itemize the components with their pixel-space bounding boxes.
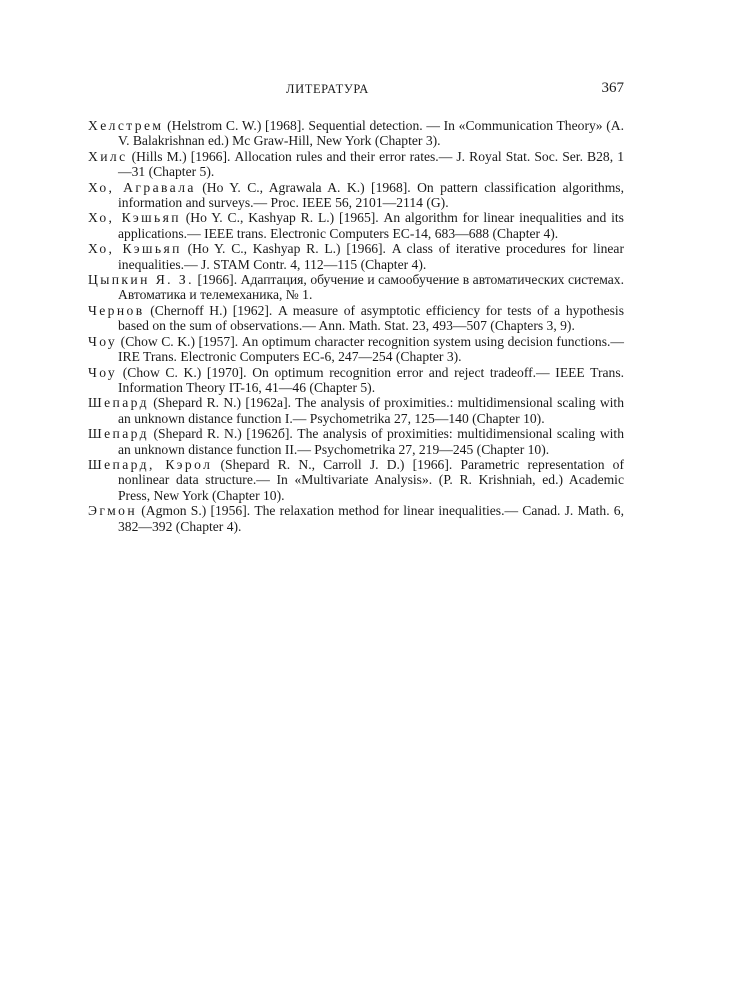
reference-text: (Agmon S.) [1956]. The relaxation method for linear inequalities.— Canad. J. Math. 6, 382—392 (Chapter 4). [118, 503, 624, 534]
running-head: ЛИТЕРАТУРА [286, 82, 369, 96]
reference-entry [88, 457, 624, 503]
reference-text: (Ho Y. C., Kashyap R. L.) [1965]. An algorithm for linear inequalities and its applications.— IEEE trans. Electronic Computers EC-14, 683—688 (Chapter 4). [118, 210, 624, 241]
reference-list [88, 118, 624, 534]
reference-author: Чоу [88, 364, 118, 380]
reference-author: Эгмон [88, 503, 138, 519]
reference-text: (Chow C. K.) [1970]. On optimum recognition error and reject tradeoff.— IEEE Trans. Information Theory IT-16, 41—46 (Chapter 5). [118, 364, 625, 395]
reference-author: Хо, Агравала [88, 179, 196, 195]
reference-author: Хелстрем [88, 118, 164, 133]
reference-author: Шепард [88, 426, 149, 442]
reference-entry [88, 180, 624, 211]
reference-author: Шепард, Кэрол [88, 456, 213, 472]
reference-text: (Helstrom C. W.) [1968]. Sequential detection. — In «Communication Theory» (A. V. Balakrishnan ed.) Mc Graw-Hill, New York (Chapter 3). [118, 118, 624, 149]
reference-author: Чоу [88, 333, 118, 349]
reference-entry [88, 334, 624, 365]
reference-author: Шепард [88, 395, 149, 411]
reference-text: (Shepard R. N.) [1962a]. The analysis of proximities.: multidimensional scaling with an unknown distance function I.— Psychometrika 27, 125—140 (Chapter 10). [118, 395, 624, 426]
reference-entry [88, 149, 624, 180]
reference-text: (Shepard R. N.) [1962б]. The analysis of proximities: multidimensional scaling with an unknown distance function II.— Psychometrika 27, 219—245 (Chapter 10). [118, 426, 625, 457]
reference-author: Цыпкин Я. З. [88, 272, 194, 288]
reference-entry [88, 395, 624, 426]
reference-entry [88, 303, 624, 334]
reference-entry [88, 118, 624, 149]
reference-text: (Chernoff H.) [1962]. A measure of asymptotic efficiency for tests of a hypothesis based on the sum of observations.— Ann. Math. Stat. 23, 493—507 (Chapters 3, 9). [118, 302, 625, 334]
reference-entry [88, 365, 624, 396]
reference-text: (Hills M.) [1966]. Allocation rules and their error rates.— J. Royal Stat. Soc. Ser. B28, 1—31 (Chapter 5). [118, 148, 624, 180]
reference-entry [88, 210, 624, 241]
reference-text: (Shepard R. N., Carroll J. D.) [1966]. Parametric representation of nonlinear data structure.— In «Multivariate Analysis». (P. R. Krishniah, ed.) Academic Press, New York (Chapter 10). [118, 456, 624, 503]
reference-entry [88, 272, 624, 303]
reference-entry [88, 241, 624, 272]
reference-text: (Ho Y. C., Agrawala A. K.) [1968]. On pattern classification algorithms, information and surveys.— Proc. IEEE 56, 2101—2114 (G). [118, 179, 624, 211]
reference-text: (Chow C. K.) [1957]. An optimum character recognition system using decision functions.— IRE Trans. Electronic Computers EC-6, 247—254 (Chapter 3). [118, 333, 624, 365]
reference-author: Хилс [88, 148, 128, 164]
reference-author: Хо, Кэшьяп [88, 210, 181, 226]
reference-author: Хо, Кэшьяп [88, 241, 182, 257]
page-number: 367 [601, 80, 624, 96]
reference-text: [1966]. Адаптация, обучение и самообучение в автоматических системах. Автоматика и телемеханика, № 1. [118, 272, 625, 303]
reference-author: Чернов [88, 302, 145, 318]
reference-entry [88, 426, 624, 457]
reference-text: (Ho Y. C., Kashyap R. L.) [1966]. A class of iterative procedures for linear inequalities.— J. STAM Contr. 4, 112—115 (Chapter 4). [118, 241, 624, 272]
page-header [88, 80, 624, 102]
reference-entry [88, 503, 624, 534]
